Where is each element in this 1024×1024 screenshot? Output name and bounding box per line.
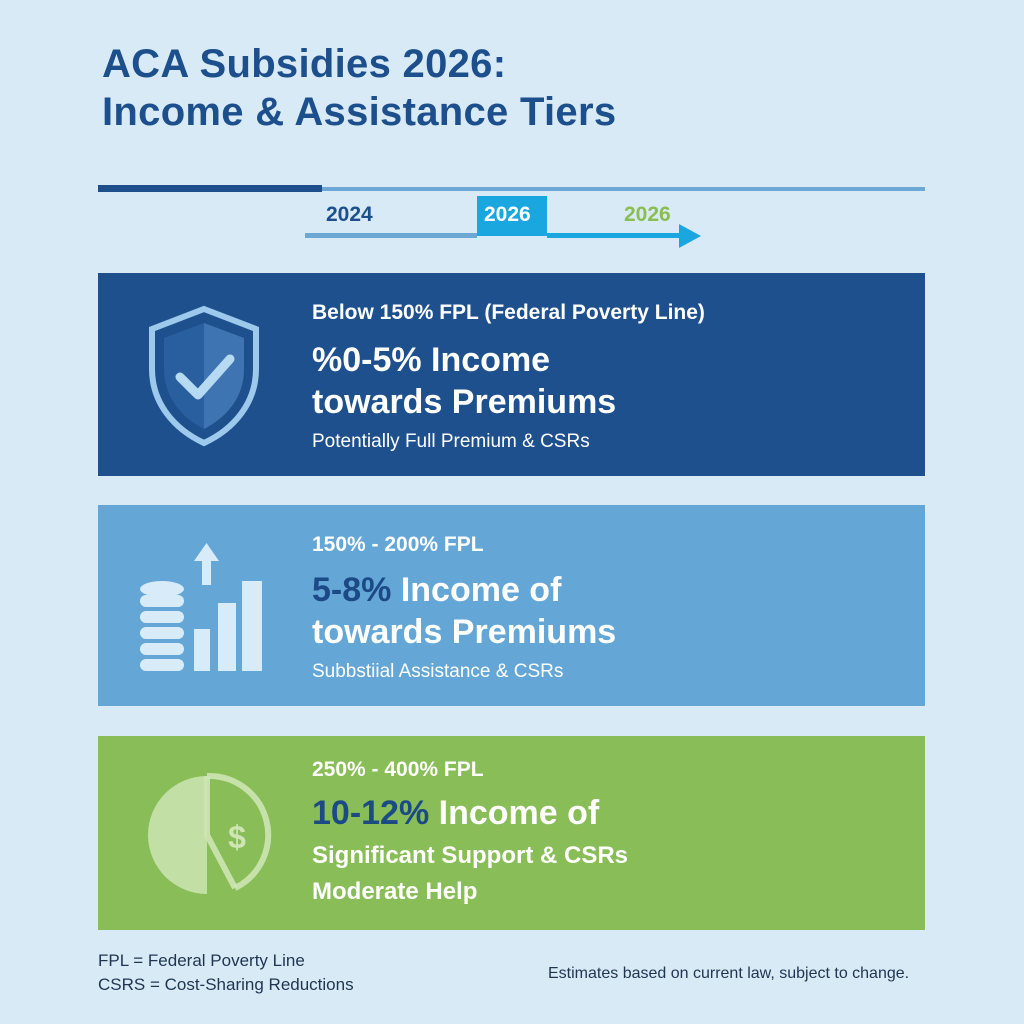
timeline-label-2024: 2024	[326, 203, 373, 226]
tier-headline-line-1	[312, 569, 616, 611]
timeline-label-2026-future: 2026	[624, 203, 671, 226]
shield-check-icon	[144, 303, 264, 447]
footer-disclaimer: Estimates based on current law, subject to change.	[548, 965, 910, 982]
svg-text:$: $	[228, 819, 246, 855]
timeline-track-light	[305, 233, 477, 238]
tier-card-below-150	[98, 273, 925, 476]
tier-headline-line-2: towards Premiums	[312, 383, 617, 421]
tier-card-250-400	[98, 736, 925, 930]
tier-subtitle: Subbstiial Assistance & CSRs	[312, 661, 564, 682]
tier-headline-line-2: towards Premiums	[312, 613, 617, 651]
tier-headline	[312, 792, 599, 834]
tier-headline-rest: Income of	[429, 794, 600, 832]
timeline-bar-light	[322, 187, 925, 191]
page-title	[102, 40, 616, 136]
timeline-arrow-icon	[679, 224, 701, 248]
coins-bar-chart-icon	[138, 539, 268, 675]
timeline-label-2026-current: 2026	[484, 203, 531, 226]
timeline-track-blue	[547, 233, 679, 238]
title-line-1: ACA Subsidies 2026:	[102, 42, 507, 86]
tier-headline	[312, 569, 616, 653]
tier-headline	[312, 339, 616, 423]
tier-fpl-label: Below 150% FPL (Federal Poverty Line)	[312, 301, 705, 324]
tier-headline-line-1	[312, 792, 599, 834]
tier-subtitle-line-2: Moderate Help	[312, 878, 478, 905]
tier-subtitle: Potentially Full Premium & CSRs	[312, 431, 590, 452]
tier-fpl-label: 150% - 200% FPL	[312, 533, 484, 556]
tier-headline-rest: Income of	[391, 571, 562, 609]
tier-headline-accent: 10-12%	[312, 794, 430, 832]
dollar-pie-icon	[142, 770, 272, 900]
tier-fpl-label: 250% - 400% FPL	[312, 758, 484, 781]
footer-legend-csrs: CSRS = Cost-Sharing Reductions	[98, 975, 354, 994]
tier-card-150-200	[98, 505, 925, 706]
tier-headline-accent: 5-8%	[312, 571, 392, 609]
tier-subtitle-line-1: Significant Support & CSRs	[312, 842, 629, 869]
title-line-2: Income & Assistance Tiers	[102, 90, 617, 134]
tier-headline-line-1: %0-5% Income	[312, 341, 551, 379]
footer-legend-fpl: FPL = Federal Poverty Line	[98, 951, 305, 970]
timeline-bar-dark	[98, 185, 322, 192]
tier-subtitle	[312, 838, 628, 910]
